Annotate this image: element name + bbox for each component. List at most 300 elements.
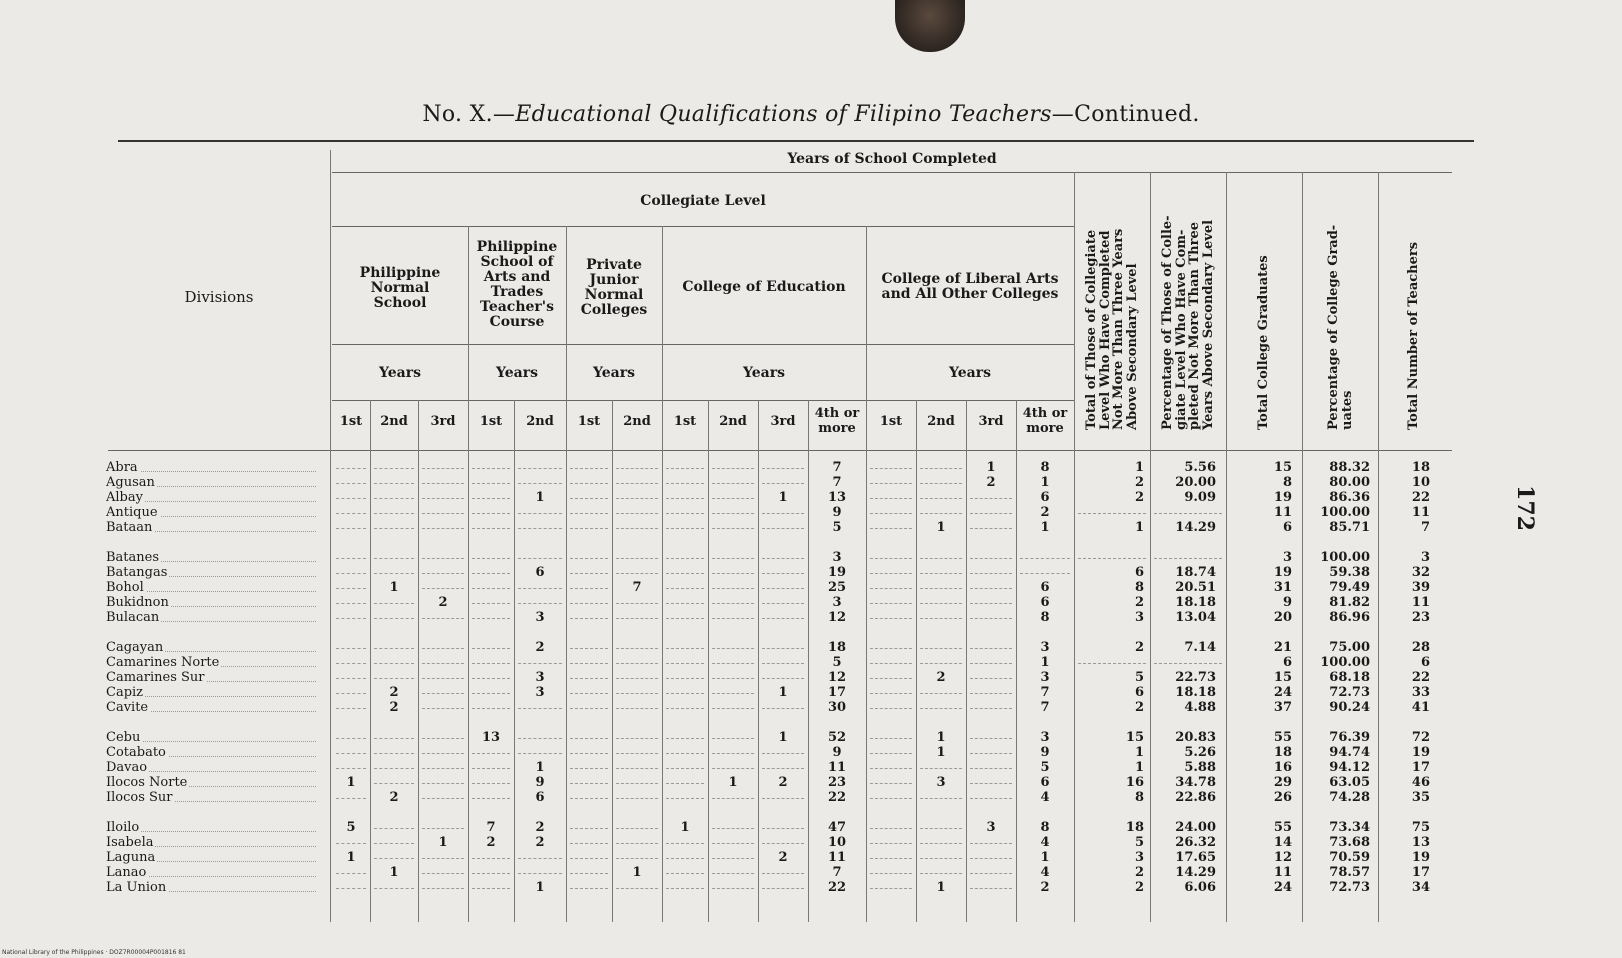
empty-cell-dash: [762, 603, 804, 605]
row-division-name: [106, 550, 316, 565]
year-count-cell: 5: [346, 820, 356, 835]
year-count-cell: 7: [832, 475, 842, 490]
total-grads-cell: 16: [1273, 760, 1292, 775]
year-count-cell: 2: [535, 820, 545, 835]
cla-header-line: and All Other Colleges: [881, 286, 1059, 302]
empty-cell-dash: [472, 708, 510, 710]
empty-cell-dash: [712, 708, 754, 710]
total-grads-cell: 15: [1273, 670, 1292, 685]
year-count-cell: 3: [986, 820, 996, 835]
empty-cell-dash: [374, 858, 414, 860]
total-grads-cell: 15: [1273, 460, 1292, 475]
empty-cell-dash: [970, 528, 1012, 530]
total-not-more-header: [1085, 165, 1139, 430]
empty-cell-dash: [666, 558, 704, 560]
empty-cell-dash: [1020, 558, 1070, 560]
empty-cell-dash: [570, 618, 608, 620]
empty-cell-dash: [570, 858, 608, 860]
empty-cell-dash: [518, 468, 562, 470]
pjnc-header-line: Normal: [584, 287, 644, 303]
empty-cell-dash: [336, 753, 366, 755]
page-title: No. X.—Educational Qualifications of Filipino Teachers—Continued.: [422, 102, 1200, 127]
empty-cell-dash: [1154, 513, 1222, 515]
sub-header-6: 2nd: [623, 414, 651, 429]
empty-cell-dash: [570, 828, 608, 830]
years-label-2: Years: [592, 365, 635, 381]
year-count-cell: 10: [827, 835, 847, 850]
total-not-more-cell: 2: [1134, 475, 1144, 490]
year-count-cell: 4: [1040, 865, 1050, 880]
empty-cell-dash: [762, 648, 804, 650]
year-count-cell: 3: [832, 550, 842, 565]
empty-cell-dash: [712, 618, 754, 620]
empty-cell-dash: [666, 858, 704, 860]
year-count-cell: 3: [535, 685, 545, 700]
empty-cell-dash: [666, 663, 704, 665]
psat-header: [468, 240, 566, 330]
empty-cell-dash: [472, 618, 510, 620]
year-count-cell: 5: [832, 520, 842, 535]
row-division-name: [106, 745, 316, 760]
empty-cell-dash: [870, 843, 912, 845]
empty-cell-dash: [870, 573, 912, 575]
empty-cell-dash: [762, 828, 804, 830]
total-teachers-cell: 17: [1411, 760, 1430, 775]
empty-cell-dash: [336, 558, 366, 560]
division-label: Cagayan: [106, 640, 164, 655]
empty-cell-dash: [666, 843, 704, 845]
empty-cell-dash: [870, 693, 912, 695]
total-not-more-cell: 16: [1125, 775, 1144, 790]
year-count-cell: 5: [1040, 760, 1050, 775]
empty-cell-dash: [616, 468, 658, 470]
empty-cell-dash: [422, 858, 464, 860]
total-teachers-cell: 19: [1411, 745, 1430, 760]
empty-cell-dash: [336, 768, 366, 770]
pct-grads-cell: 72.73: [1329, 880, 1370, 895]
psat-header-line: Course: [489, 314, 545, 330]
empty-cell-dash: [920, 693, 962, 695]
pct-grads-cell: 75.00: [1329, 640, 1370, 655]
pct-grads-header-line: uates: [1339, 390, 1354, 430]
row-division-name: [106, 685, 316, 700]
sub-header-9: 3rd: [770, 414, 796, 429]
total-not-more-cell: 5: [1134, 835, 1144, 850]
empty-cell-dash: [970, 498, 1012, 500]
empty-cell-dash: [422, 468, 464, 470]
empty-cell-dash: [666, 603, 704, 605]
empty-cell-dash: [472, 693, 510, 695]
empty-cell-dash: [666, 498, 704, 500]
empty-cell-dash: [970, 843, 1012, 845]
division-label: Lanao: [106, 865, 147, 880]
empty-cell-dash: [870, 603, 912, 605]
pjnc-header-line: Private: [586, 257, 642, 273]
pct-not-more-cell: 22.86: [1175, 790, 1216, 805]
empty-cell-dash: [616, 843, 658, 845]
row-division-name: [106, 610, 316, 625]
pct-grads-cell: 78.57: [1329, 865, 1370, 880]
total-teachers-cell: 13: [1411, 835, 1430, 850]
vline-summary-4: [1378, 172, 1379, 922]
empty-cell-dash: [762, 558, 804, 560]
empty-cell-dash: [666, 528, 704, 530]
total-grads-cell: 19: [1273, 490, 1292, 505]
empty-cell-dash: [712, 798, 754, 800]
pct-not-more-cell: 18.18: [1175, 685, 1216, 700]
row-division-name: [106, 655, 316, 670]
total-grads-cell: 37: [1273, 700, 1292, 715]
row-division-name: [106, 835, 316, 850]
total-grads-cell: 31: [1273, 580, 1292, 595]
cla-header-line: College of Liberal Arts: [881, 271, 1059, 287]
year-count-cell: 1: [1040, 520, 1050, 535]
year-count-cell: 17: [827, 685, 847, 700]
total-not-more-cell: 2: [1134, 880, 1144, 895]
empty-cell-dash: [1154, 663, 1222, 665]
pct-not-more-cell: 14.29: [1175, 520, 1216, 535]
sub-header-7: 1st: [673, 414, 697, 429]
years-label-0: Years: [378, 365, 421, 381]
empty-cell-dash: [472, 798, 510, 800]
pns-header-line: Normal: [370, 280, 430, 296]
total-teachers-cell: 41: [1411, 700, 1430, 715]
year-count-cell: 2: [389, 790, 399, 805]
empty-cell-dash: [422, 678, 464, 680]
total-grads-cell: 12: [1273, 850, 1292, 865]
year-count-cell: 1: [778, 730, 788, 745]
empty-cell-dash: [518, 738, 562, 740]
empty-cell-dash: [374, 678, 414, 680]
year-count-cell: 1: [728, 775, 738, 790]
empty-cell-dash: [570, 753, 608, 755]
empty-cell-dash: [570, 693, 608, 695]
year-count-cell: 1: [535, 490, 545, 505]
empty-cell-dash: [472, 528, 510, 530]
empty-cell-dash: [666, 783, 704, 785]
sub-header-3: 1st: [479, 414, 503, 429]
total-not-more-cell: 2: [1134, 640, 1144, 655]
total-teachers-header: [1407, 165, 1421, 430]
empty-cell-dash: [970, 603, 1012, 605]
empty-cell-dash: [616, 648, 658, 650]
sub-header-4: 2nd: [526, 414, 554, 429]
empty-cell-dash: [920, 708, 962, 710]
empty-cell-dash: [616, 828, 658, 830]
empty-cell-dash: [970, 513, 1012, 515]
total-teachers-cell: 33: [1411, 685, 1430, 700]
total-teachers-cell: 75: [1411, 820, 1430, 835]
pns-header-line: Philippine: [359, 265, 441, 281]
empty-cell-dash: [518, 513, 562, 515]
vline-divisions: [330, 150, 331, 922]
pct-grads-cell: 100.00: [1320, 655, 1370, 670]
division-label: Bukidnon: [106, 595, 169, 610]
empty-cell-dash: [762, 483, 804, 485]
total-grads-cell: 6: [1282, 655, 1292, 670]
pct-grads-cell: 85.71: [1329, 520, 1370, 535]
empty-cell-dash: [518, 483, 562, 485]
total-not-more-cell: 18: [1125, 820, 1144, 835]
year-count-cell: 2: [1040, 505, 1050, 520]
empty-cell-dash: [1020, 573, 1070, 575]
empty-cell-dash: [712, 558, 754, 560]
empty-cell-dash: [422, 618, 464, 620]
pct-grads-cell: 86.36: [1329, 490, 1370, 505]
total-teachers-cell: 10: [1411, 475, 1430, 490]
pct-not-more-cell: 20.00: [1175, 475, 1216, 490]
pct-not-more-cell: 20.51: [1175, 580, 1216, 595]
empty-cell-dash: [762, 678, 804, 680]
empty-cell-dash: [336, 588, 366, 590]
empty-cell-dash: [666, 678, 704, 680]
sub-header-1: 2nd: [380, 414, 408, 429]
year-count-cell: 7: [1040, 685, 1050, 700]
total-grads-cell: 6: [1282, 520, 1292, 535]
sub-header-14: 4th or more: [1022, 406, 1068, 436]
total-not-more-cell: 5: [1134, 670, 1144, 685]
year-count-cell: 25: [827, 580, 847, 595]
empty-cell-dash: [762, 753, 804, 755]
psat-header-line: Trades: [490, 284, 544, 300]
total-teachers-cell: 72: [1411, 730, 1430, 745]
empty-cell-dash: [712, 468, 754, 470]
pct-not-more-cell: 13.04: [1175, 610, 1216, 625]
empty-cell-dash: [570, 498, 608, 500]
row-division-name: [106, 565, 316, 580]
pct-not-more-cell: 18.18: [1175, 595, 1216, 610]
empty-cell-dash: [712, 648, 754, 650]
year-count-cell: 1: [936, 730, 946, 745]
row-division-name: [106, 880, 316, 895]
total-teachers-cell: 32: [1411, 565, 1430, 580]
pns-header-line: School: [373, 295, 427, 311]
total-grads-cell: 11: [1273, 505, 1292, 520]
empty-cell-dash: [666, 873, 704, 875]
year-count-cell: 6: [1040, 775, 1050, 790]
total-not-more-cell: 8: [1134, 790, 1144, 805]
empty-cell-dash: [570, 588, 608, 590]
division-label: Antique: [106, 505, 158, 520]
empty-cell-dash: [870, 858, 912, 860]
empty-cell-dash: [518, 588, 562, 590]
pct-not-more-cell: 18.74: [1175, 565, 1216, 580]
empty-cell-dash: [712, 693, 754, 695]
empty-cell-dash: [920, 468, 962, 470]
year-count-cell: 19: [827, 565, 847, 580]
psat-header-line: Arts and: [483, 269, 551, 285]
empty-cell-dash: [920, 498, 962, 500]
empty-cell-dash: [920, 663, 962, 665]
empty-cell-dash: [970, 888, 1012, 890]
total-not-more-cell: 2: [1134, 865, 1144, 880]
empty-cell-dash: [472, 513, 510, 515]
empty-cell-dash: [712, 843, 754, 845]
divisions-header: Divisions: [184, 288, 254, 306]
empty-cell-dash: [570, 843, 608, 845]
psat-header-line: Teacher's: [480, 299, 554, 315]
division-label: Capiz: [106, 685, 144, 700]
empty-cell-dash: [518, 753, 562, 755]
empty-cell-dash: [712, 498, 754, 500]
total-teachers-cell: 7: [1420, 520, 1430, 535]
year-count-cell: 3: [1040, 730, 1050, 745]
empty-cell-dash: [666, 693, 704, 695]
empty-cell-dash: [472, 588, 510, 590]
total-not-more-cell: 3: [1134, 850, 1144, 865]
empty-cell-dash: [970, 678, 1012, 680]
empty-cell-dash: [870, 828, 912, 830]
empty-cell-dash: [970, 783, 1012, 785]
empty-cell-dash: [762, 618, 804, 620]
empty-cell-dash: [336, 573, 366, 575]
row-division-name: [106, 700, 316, 715]
empty-cell-dash: [666, 648, 704, 650]
empty-cell-dash: [570, 888, 608, 890]
empty-cell-dash: [970, 858, 1012, 860]
empty-cell-dash: [870, 588, 912, 590]
row-division-name: [106, 850, 316, 865]
pct-grads-header: [1327, 165, 1354, 430]
empty-cell-dash: [336, 738, 366, 740]
vline-summary-2: [1226, 172, 1227, 922]
year-count-cell: 1: [632, 865, 642, 880]
empty-cell-dash: [336, 798, 366, 800]
empty-cell-dash: [422, 828, 464, 830]
empty-cell-dash: [336, 708, 366, 710]
empty-cell-dash: [712, 753, 754, 755]
empty-cell-dash: [616, 708, 658, 710]
empty-cell-dash: [762, 798, 804, 800]
pct-not-more-cell: 5.26: [1184, 745, 1216, 760]
year-count-cell: 12: [827, 610, 847, 625]
sub-header-12: 2nd: [927, 414, 955, 429]
empty-cell-dash: [920, 768, 962, 770]
empty-cell-dash: [472, 873, 510, 875]
empty-cell-dash: [336, 513, 366, 515]
year-count-cell: 22: [827, 790, 847, 805]
total-teachers-header-line: Total Number of Teachers: [1406, 241, 1422, 430]
total-not-more-cell: 2: [1134, 490, 1144, 505]
total-teachers-cell: 35: [1411, 790, 1430, 805]
year-count-cell: 1: [680, 820, 690, 835]
division-label: Bulacan: [106, 610, 160, 625]
empty-cell-dash: [666, 573, 704, 575]
year-count-cell: 9: [535, 775, 545, 790]
empty-cell-dash: [422, 888, 464, 890]
vline-sub-9: [758, 400, 759, 922]
year-count-cell: 2: [389, 685, 399, 700]
total-grads-cell: 21: [1273, 640, 1292, 655]
pct-not-more-header-line: Years Above Secondary Level: [1200, 219, 1216, 430]
total-not-more-header-line: Total of Those of Collegiate: [1084, 229, 1099, 430]
total-teachers-cell: 19: [1411, 850, 1430, 865]
row-division-name: [106, 820, 316, 835]
total-grads-cell: 24: [1273, 880, 1292, 895]
total-grads-cell: 55: [1273, 820, 1292, 835]
total-teachers-cell: 11: [1411, 505, 1430, 520]
division-label: Isabela: [106, 835, 154, 850]
year-count-cell: 2: [486, 835, 496, 850]
page-number: 172: [1511, 485, 1538, 531]
total-grads-cell: 18: [1273, 745, 1292, 760]
empty-cell-dash: [472, 573, 510, 575]
pct-grads-header-line: Percentage of College Grad-: [1325, 224, 1341, 430]
total-teachers-cell: 3: [1420, 550, 1430, 565]
empty-cell-dash: [570, 528, 608, 530]
division-label: Camarines Sur: [106, 670, 205, 685]
empty-cell-dash: [336, 618, 366, 620]
year-count-cell: 1: [535, 760, 545, 775]
empty-cell-dash: [472, 558, 510, 560]
psat-header-line: Philippine: [476, 239, 558, 255]
pct-grads-cell: 79.49: [1329, 580, 1370, 595]
total-teachers-cell: 11: [1411, 595, 1430, 610]
empty-cell-dash: [570, 648, 608, 650]
empty-cell-dash: [666, 798, 704, 800]
vline-group-1: [566, 226, 567, 922]
year-count-cell: 1: [936, 745, 946, 760]
row-division-name: [106, 505, 316, 520]
row-division-name: [106, 730, 316, 745]
total-teachers-cell: 39: [1411, 580, 1430, 595]
total-not-more-cell: 3: [1134, 610, 1144, 625]
empty-cell-dash: [666, 753, 704, 755]
pct-not-more-cell: 26.32: [1175, 835, 1216, 850]
empty-cell-dash: [472, 858, 510, 860]
row-division-name: [106, 475, 316, 490]
year-count-cell: 1: [438, 835, 448, 850]
division-label: Iloilo: [106, 820, 140, 835]
empty-cell-dash: [336, 678, 366, 680]
division-label: La Union: [106, 880, 167, 895]
year-count-cell: 1: [389, 580, 399, 595]
division-label: Davao: [106, 760, 148, 775]
year-count-cell: 4: [1040, 835, 1050, 850]
division-label: Bohol: [106, 580, 144, 595]
empty-cell-dash: [666, 483, 704, 485]
row-division-name: [106, 490, 316, 505]
total-teachers-cell: 28: [1411, 640, 1430, 655]
empty-cell-dash: [870, 873, 912, 875]
sub-header-10: 4th or more: [814, 406, 860, 436]
year-count-cell: 23: [827, 775, 847, 790]
empty-cell-dash: [616, 678, 658, 680]
empty-cell-dash: [570, 468, 608, 470]
division-label: Bataan: [106, 520, 153, 535]
year-count-cell: 6: [535, 565, 545, 580]
pct-grads-cell: 86.96: [1329, 610, 1370, 625]
empty-cell-dash: [374, 573, 414, 575]
empty-cell-dash: [616, 783, 658, 785]
empty-cell-dash: [616, 738, 658, 740]
year-count-cell: 2: [438, 595, 448, 610]
pct-not-more-cell: 20.83: [1175, 730, 1216, 745]
year-count-cell: 13: [827, 490, 847, 505]
empty-cell-dash: [970, 768, 1012, 770]
footer-credit: National Library of the Philippines · DOZ7R00004P001816 81: [2, 949, 186, 956]
empty-cell-dash: [920, 588, 962, 590]
empty-cell-dash: [518, 663, 562, 665]
year-count-cell: 3: [1040, 670, 1050, 685]
year-count-cell: 1: [1040, 655, 1050, 670]
year-count-cell: 1: [1040, 475, 1050, 490]
empty-cell-dash: [616, 888, 658, 890]
total-grads-header: [1257, 165, 1271, 430]
empty-cell-dash: [374, 843, 414, 845]
empty-cell-dash: [570, 768, 608, 770]
year-count-cell: 47: [827, 820, 847, 835]
